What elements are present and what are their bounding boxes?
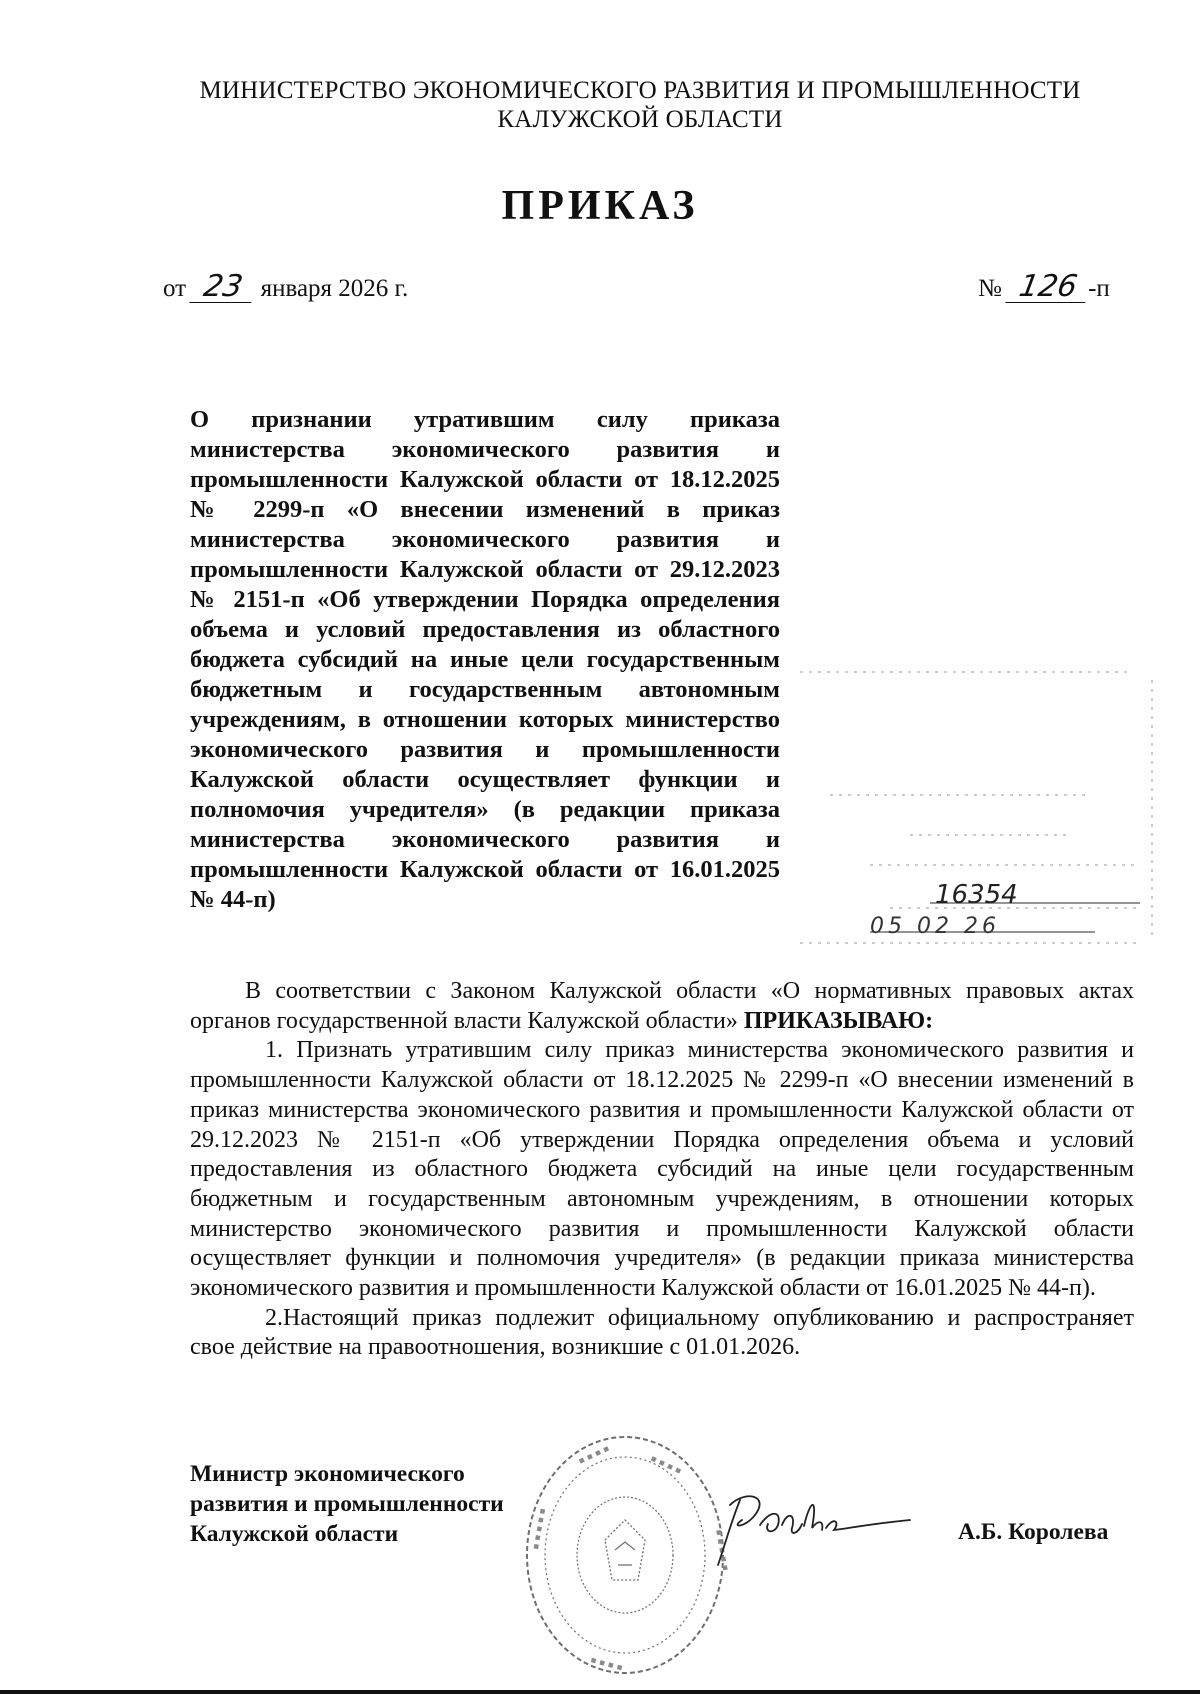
item-1: 1. Признать утратившим силу приказ министерства экономического развития и промышленности Калужской области от 18.12.2025 № 2299-п «О внесении изменений в приказ министерства экономического развития и промышленности Калужской области от 29.12.2023 № 2151-п «Об утверждении Порядка определения объема и условий предоставления из областного бюджета субсидий на иные цели государственным бюджетным и государственным автономным учреждениям, в отношении которых министерство экономического развития и промышленности Калужской области осуществляет функции и полномочия учредителя» (в редакции приказа министерства экономического развития и промышленности Калужской области от 16.01.2025 № 44-п).: [190, 1037, 1134, 1302]
svg-text:▪ ▪ ▪ ▪: ▪ ▪ ▪ ▪: [577, 1443, 612, 1467]
ministry-header: [140, 76, 1140, 134]
order-body: [190, 977, 1134, 1363]
official-seal: [520, 1430, 730, 1680]
order-number: [978, 269, 1110, 304]
item-2: 2.Настоящий приказ подлежит официальному опубликованию и распространяет свое действие на правоотношения, возникшие с 01.01.2026.: [190, 1304, 1134, 1361]
svg-text:▪ ▪ ▪ ▪: ▪ ▪ ▪ ▪: [589, 1655, 624, 1674]
order-subject: О признании утратившим силу приказа министерства экономического развития и промышленности Калужской области от 18.12.2025 № 2299-п «О внесении изменений в приказ министерства экономического развития и промышленности Калужской области от 29.12.2023 № 2151-п «Об утверждении Порядка определения объема и условий предоставления из областного бюджета субсидий на иные цели государственным бюджетным и государственным автономным учреждениям, в отношении которых министерство экономического развития и промышленности Калужской области осуществляет функции и полномочия учредителя» (в редакции приказа министерства экономического развития и промышленности Калужской области от 16.01.2025 № 44-п): [190, 406, 780, 913]
ministry-line-1: МИНИСТЕРСТВО ЭКОНОМИЧЕСКОГО РАЗВИТИЯ И ПРОМЫШЛЕННОСТИ: [199, 77, 1081, 104]
registration-date: 05 02 26: [870, 914, 1000, 939]
preamble-text: В соответствии с Законом Калужской области «О нормативных правовых актах органов государственной власти Калужской области»: [190, 978, 1134, 1034]
number-value-handwritten: 126: [1005, 272, 1090, 303]
date-prefix: от: [163, 275, 187, 302]
signer-position-line-3: Калужской области: [190, 1521, 399, 1547]
date-day-handwritten: 23: [190, 272, 257, 303]
registration-number: 16354: [935, 880, 1018, 910]
signer-position: [190, 1459, 504, 1549]
signer-position-line-2: развития и промышленности: [190, 1491, 504, 1517]
number-prefix: №: [978, 275, 1002, 302]
ministry-line-2: КАЛУЖСКОЙ ОБЛАСТИ: [497, 106, 783, 133]
svg-text:▪ ▪ ▪ ▪: ▪ ▪ ▪ ▪: [648, 1453, 683, 1477]
command-word: ПРИКАЗЫВАЮ:: [743, 1007, 934, 1034]
signer-position-line-1: Министр экономического: [190, 1461, 465, 1487]
svg-text:▪ ▪ ▪ ▪ ▪: ▪ ▪ ▪ ▪ ▪: [531, 1507, 549, 1551]
scan-bottom-edge: [0, 1690, 1200, 1694]
order-date: [163, 269, 409, 304]
date-month-year: января 2026 г.: [260, 275, 409, 302]
signer-name: А.Б. Королева: [958, 1519, 1109, 1545]
svg-text:▪ ▪ ▪ ▪ ▪: ▪ ▪ ▪ ▪ ▪: [713, 1528, 730, 1572]
number-suffix: -п: [1088, 275, 1110, 302]
handwritten-signature: [700, 1480, 920, 1570]
document-title: ПРИКАЗ: [501, 183, 699, 229]
preamble-paragraph: [190, 977, 1134, 1036]
